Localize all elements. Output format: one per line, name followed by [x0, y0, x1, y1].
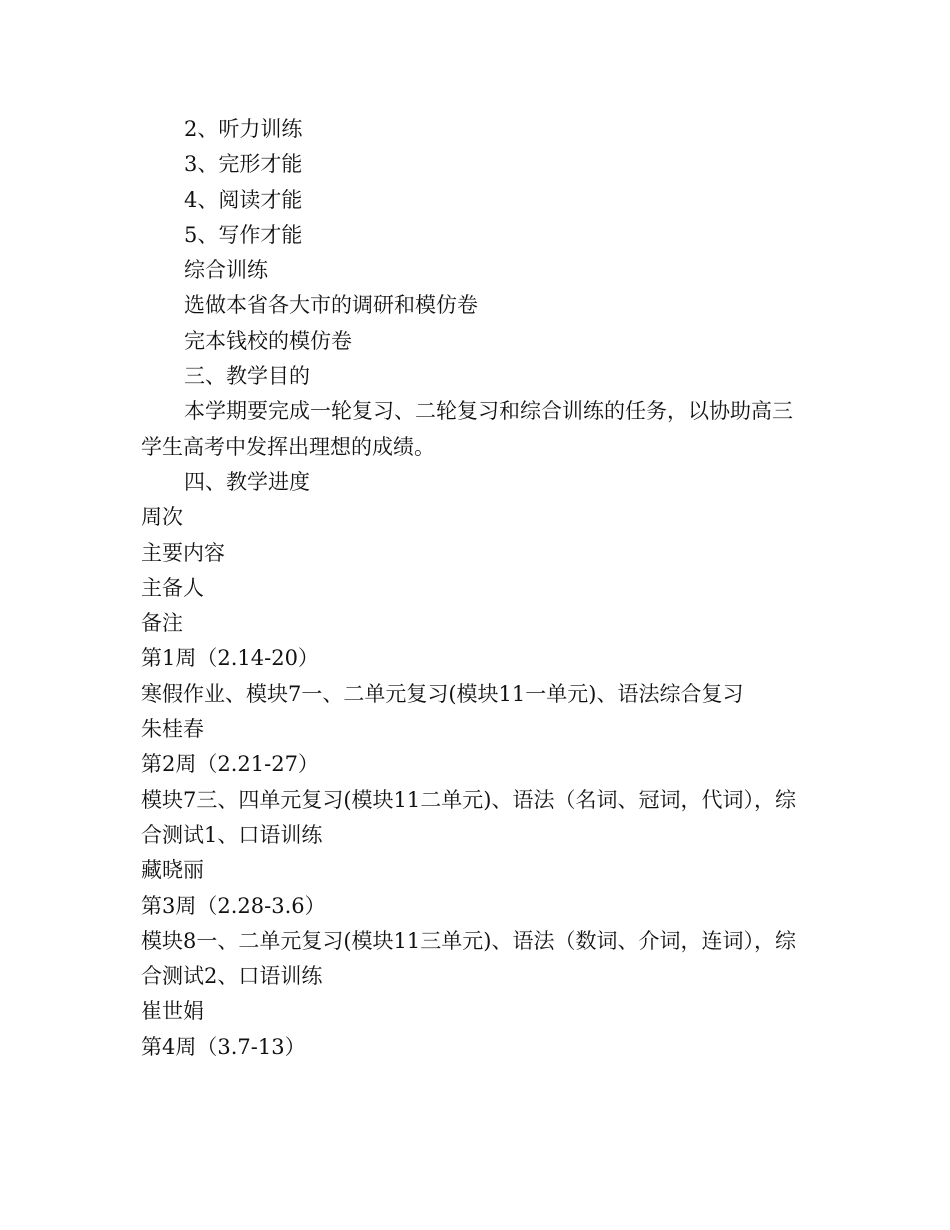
list-item-cloze: 3、完形才能 [184, 152, 303, 177]
table-header-week: 周次 [141, 505, 183, 530]
week-1-person: 朱桂春 [141, 717, 204, 742]
table-header-content: 主要内容 [141, 540, 225, 565]
week-2-label: 第2周（2.21-27） [141, 752, 319, 777]
list-item-reading: 4、阅读才能 [184, 187, 303, 212]
list-item-listening: 2、听力训练 [184, 117, 303, 141]
document-body [141, 112, 831, 1065]
week-3-content: 模块8一、二单元复习(模块11三单元)、语法（数词、介词，连词），综合测试2、口语训练 [141, 928, 796, 989]
week-2-content: 模块7三、四单元复习(模块11二单元)、语法（名词、冠词，代词），综合测试1、口语训练 [141, 787, 796, 847]
section-heading-goals: 三、教学目的 [184, 364, 310, 389]
week-3-person: 崔世娟 [141, 999, 204, 1024]
week-1-label: 第1周（2.14-20） [141, 646, 319, 671]
section-heading-progress: 四、教学进度 [184, 469, 310, 494]
list-item-writing: 5、写作才能 [184, 222, 303, 247]
week-3-label: 第3周（2.28-3.6） [141, 893, 326, 918]
week-4-label: 第4周（3.7-13） [141, 1034, 306, 1059]
list-item-mock-papers: 选做本省各大市的调研和模仿卷 [184, 293, 478, 318]
list-item-comprehensive: 综合训练 [184, 258, 268, 283]
week-2-person: 藏晓丽 [141, 858, 204, 883]
week-1-content: 寒假作业、模块7一、二单元复习(模块11一单元)、语法综合复习 [141, 681, 744, 706]
goal-paragraph: 本学期要完成一轮复习、二轮复习和综合训练的任务，以协助高三学生高考中发挥出理想的成绩。 [141, 399, 793, 459]
table-header-person: 主备人 [141, 575, 204, 600]
list-item-school-mock: 完本钱校的模仿卷 [184, 328, 352, 353]
table-header-notes: 备注 [141, 611, 183, 636]
